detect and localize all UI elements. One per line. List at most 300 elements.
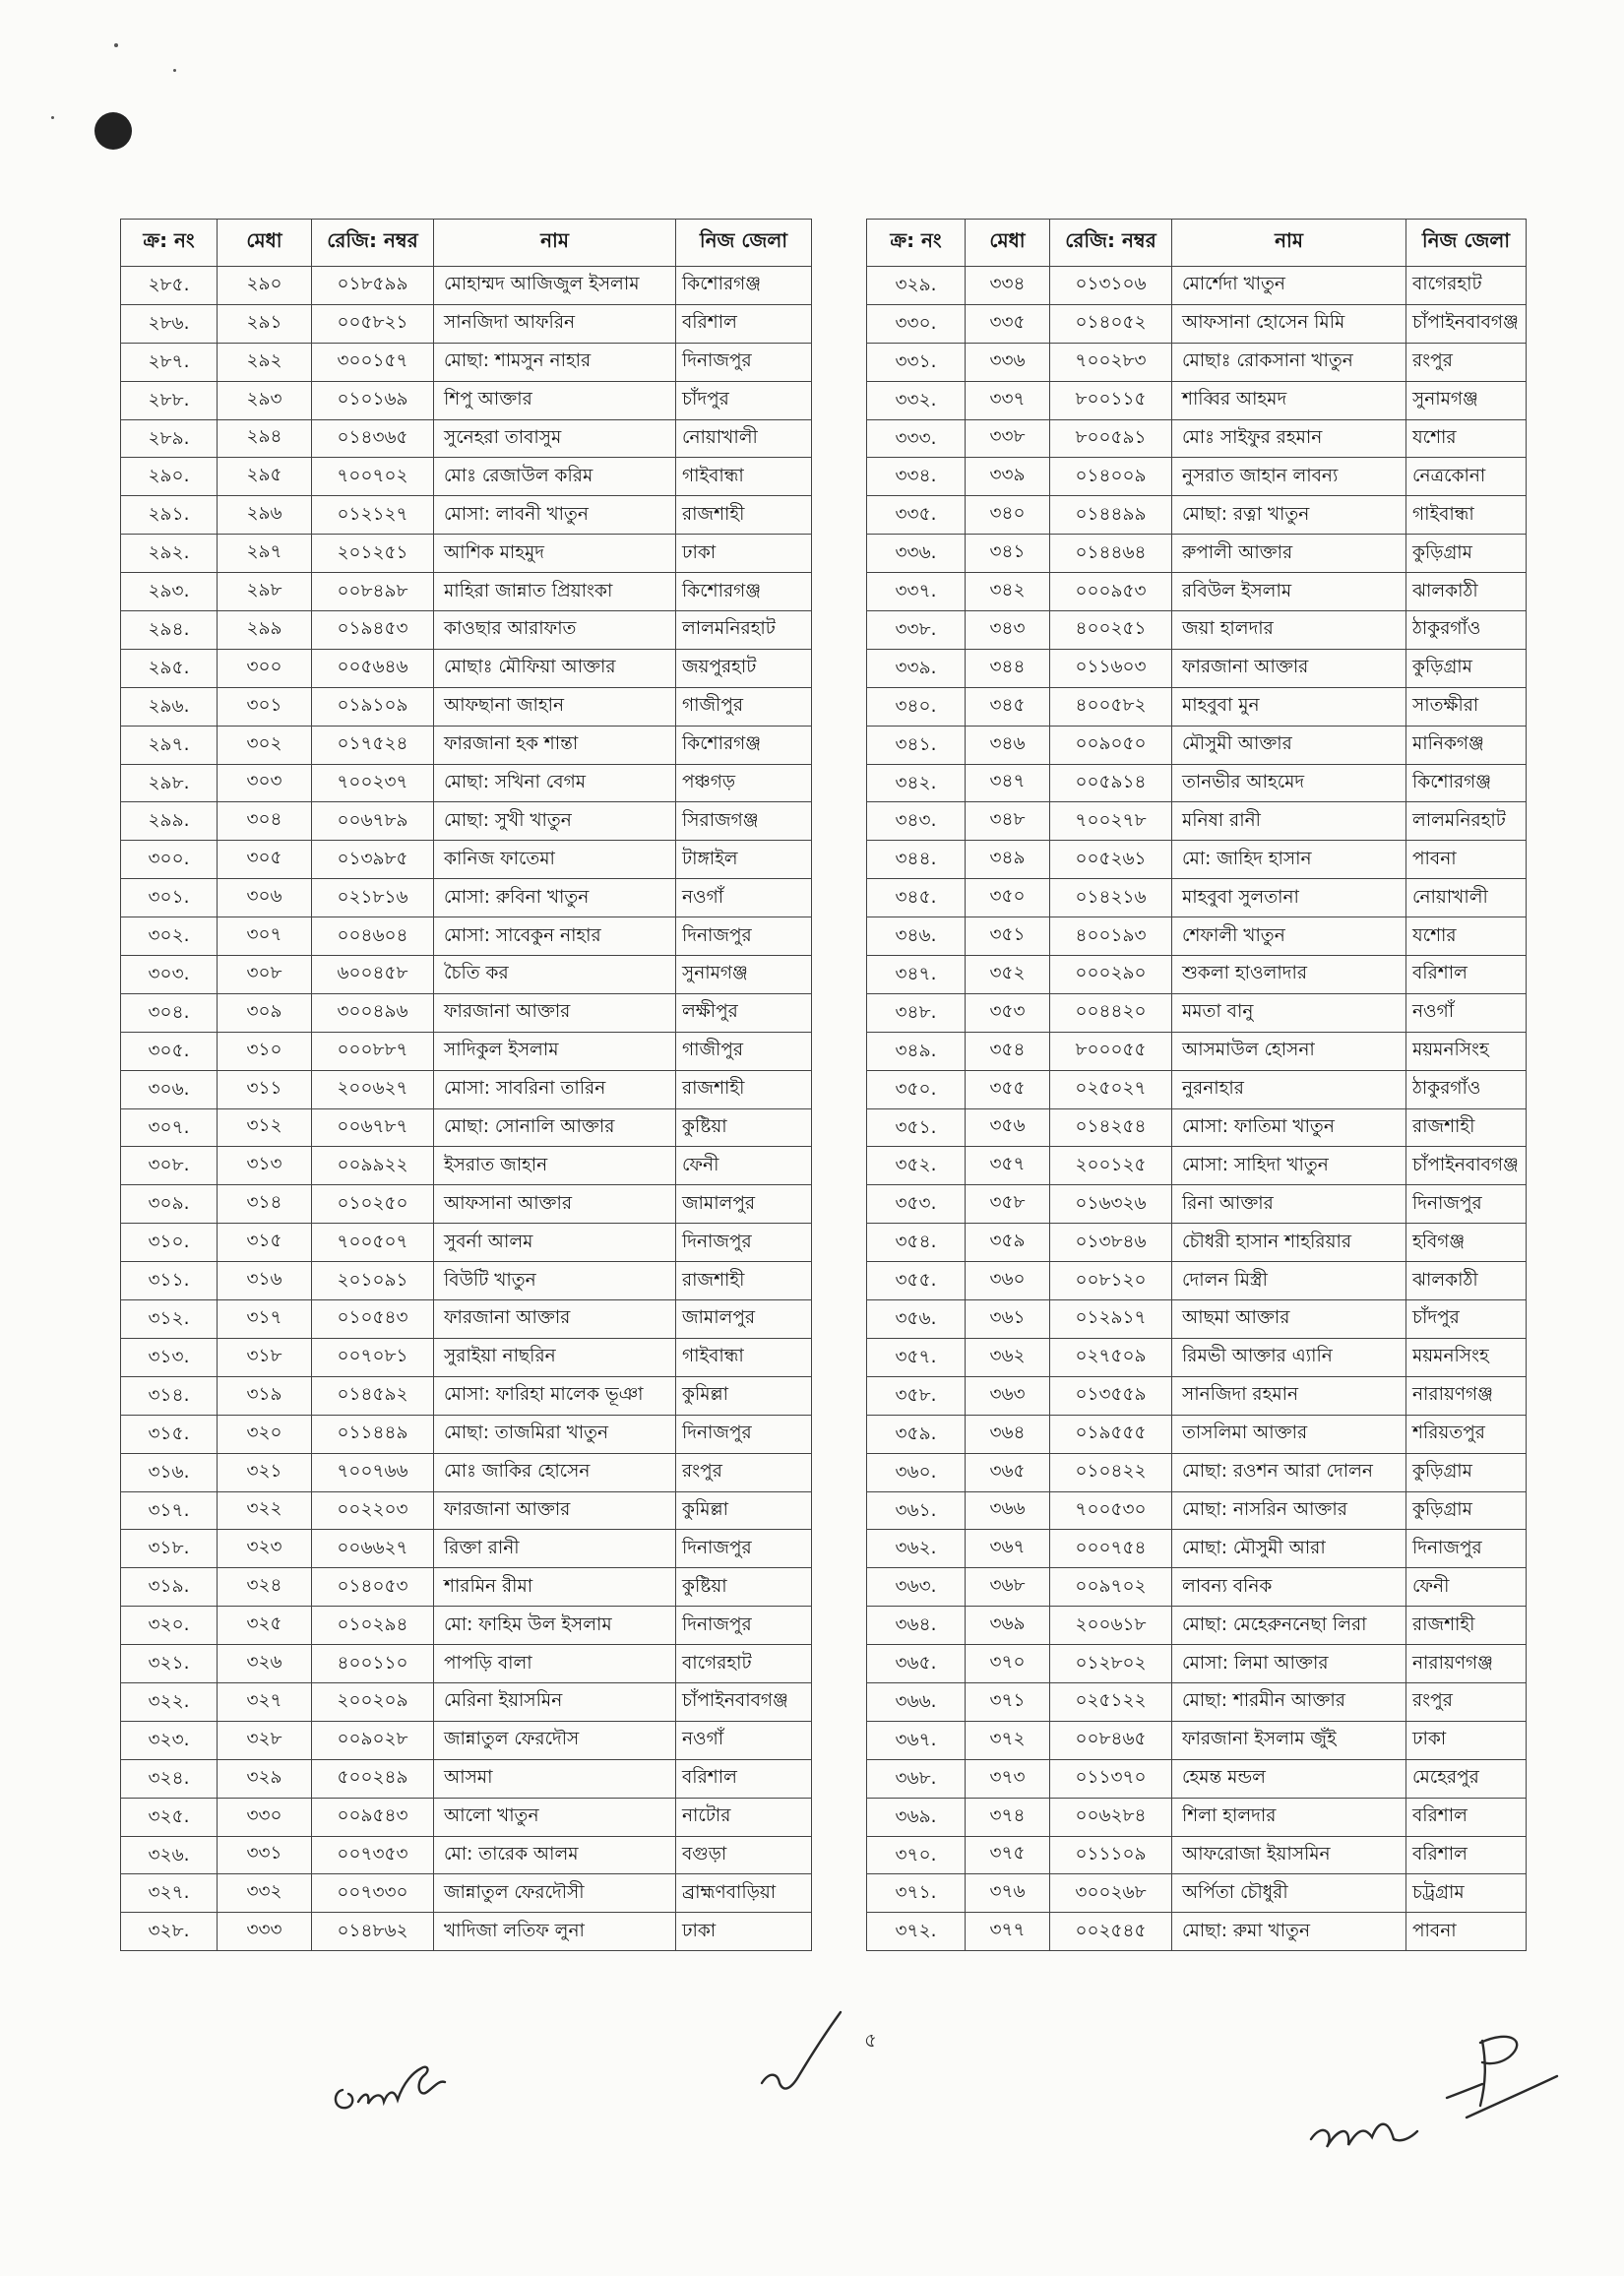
cell-district: লালমনিরহাট — [676, 611, 812, 650]
table-row — [867, 1338, 1527, 1376]
cell-serial: ৩৪৮. — [867, 993, 966, 1032]
cell-reg: ০০৬২৮৪ — [1050, 1798, 1172, 1836]
cell-merit: ৩০৩ — [218, 764, 312, 802]
cell-name: মোছাঃ মৌফিয়া আক্তার — [434, 649, 676, 687]
cell-serial: ৩১৭. — [121, 1491, 218, 1530]
cell-serial: ৩৪৭. — [867, 956, 966, 994]
cell-name: রুপালী আক্তার — [1172, 535, 1406, 573]
cell-district: রংপুর — [1406, 1682, 1527, 1721]
cell-name: আসমা — [434, 1759, 676, 1798]
cell-district: ব্রাহ্মণবাড়িয়া — [676, 1874, 812, 1913]
table-row — [867, 1491, 1527, 1530]
cell-merit: ৩১৯ — [218, 1376, 312, 1415]
cell-name: মোছা: তাজমিরা খাতুন — [434, 1415, 676, 1453]
table-row — [121, 917, 812, 956]
cell-serial: ৩৬৪. — [867, 1607, 966, 1645]
cell-serial: ৩০৩. — [121, 956, 218, 994]
cell-district: পাবনা — [1406, 841, 1527, 879]
cell-merit: ৩০১ — [218, 687, 312, 726]
cell-reg: ৬০০৪৫৮ — [312, 956, 434, 994]
scan-speck — [51, 116, 54, 119]
cell-name: মোছা: মেহেরুননেছা লিরা — [1172, 1607, 1406, 1645]
cell-name: মোছা: সুখী খাতুন — [434, 802, 676, 841]
table-row — [867, 802, 1527, 841]
cell-reg: ০১৯৫৫৫ — [1050, 1415, 1172, 1453]
cell-reg: ০১০২৯৪ — [312, 1607, 434, 1645]
cell-merit: ৩৫৫ — [966, 1070, 1050, 1108]
cell-district: ঠাকুরগাঁও — [1406, 611, 1527, 650]
table-row — [121, 419, 812, 458]
cell-district: ফেনী — [1406, 1568, 1527, 1607]
cell-reg: ০১০৫৪৩ — [312, 1300, 434, 1339]
cell-name: খাদিজা লতিফ লুনা — [434, 1913, 676, 1951]
cell-reg: ০১৩১০৬ — [1050, 267, 1172, 305]
cell-merit: ২৯৯ — [218, 611, 312, 650]
cell-name: আলো খাতুন — [434, 1798, 676, 1836]
cell-serial: ৩৬২. — [867, 1530, 966, 1568]
cell-reg: ০১৭৫২৪ — [312, 726, 434, 764]
cell-reg: ০১৮৫৯৯ — [312, 267, 434, 305]
signature-left — [325, 2043, 463, 2121]
cell-serial: ৩০৭. — [121, 1108, 218, 1147]
cell-name: চৌধরী হাসান শাহরিয়ার — [1172, 1224, 1406, 1262]
cell-serial: ২৮৮. — [121, 381, 218, 419]
cell-merit: ৩১১ — [218, 1070, 312, 1108]
cell-merit: ৩৩২ — [218, 1874, 312, 1913]
table-row — [867, 1185, 1527, 1224]
cell-reg: ০১২১২৭ — [312, 496, 434, 535]
cell-merit: ৩২৩ — [218, 1530, 312, 1568]
cell-district: নাটোর — [676, 1798, 812, 1836]
table-row — [121, 726, 812, 764]
cell-serial: ৩১৮. — [121, 1530, 218, 1568]
table-row — [867, 343, 1527, 381]
merit-list-table-right — [866, 219, 1527, 1951]
cell-name: ফারজানা আক্তার — [434, 1491, 676, 1530]
cell-merit: ৩৩৯ — [966, 458, 1050, 496]
cell-merit: ৩০৮ — [218, 956, 312, 994]
cell-serial: ৩৫৯. — [867, 1415, 966, 1453]
cell-reg: ২০০১২৫ — [1050, 1147, 1172, 1185]
cell-merit: ৩৭৫ — [966, 1836, 1050, 1874]
cell-district: জয়পুরহাট — [676, 649, 812, 687]
table-row — [867, 611, 1527, 650]
cell-reg: ০০৯০২৮ — [312, 1721, 434, 1759]
cell-district: ময়মনসিংহ — [1406, 1032, 1527, 1070]
cell-serial: ৩০১. — [121, 879, 218, 917]
cell-name: মোসা: সাবরিনা তারিন — [434, 1070, 676, 1108]
cell-merit: ৩২০ — [218, 1415, 312, 1453]
cell-serial: ৩৬৮. — [867, 1759, 966, 1798]
cell-name: মোছা: রওশন আরা দোলন — [1172, 1453, 1406, 1491]
cell-district: নওগাঁ — [676, 879, 812, 917]
cell-name: মোছা: শারমীন আক্তার — [1172, 1682, 1406, 1721]
cell-serial: ৩১৬. — [121, 1453, 218, 1491]
cell-merit: ৩৪০ — [966, 496, 1050, 535]
cell-reg: ০১৪৩৬৫ — [312, 419, 434, 458]
cell-reg: ০১২৮০২ — [1050, 1645, 1172, 1683]
table-row — [121, 1568, 812, 1607]
table-row — [867, 649, 1527, 687]
cell-name: মোছা: সখিনা বেগম — [434, 764, 676, 802]
cell-name: মোঃ রেজাউল করিম — [434, 458, 676, 496]
cell-serial: ৩২০. — [121, 1607, 218, 1645]
punch-hole-mark — [94, 112, 132, 150]
cell-reg: ০১৬৩২৬ — [1050, 1185, 1172, 1224]
cell-serial: ৩৩৮. — [867, 611, 966, 650]
cell-merit: ৩৫৪ — [966, 1032, 1050, 1070]
table-row — [867, 841, 1527, 879]
cell-serial: ৩৪৯. — [867, 1032, 966, 1070]
cell-district: বাগেরহাট — [676, 1645, 812, 1683]
cell-name: নুরনাহার — [1172, 1070, 1406, 1108]
cell-reg: ০১৪৮৬২ — [312, 1913, 434, 1951]
cell-serial: ৩৫১. — [867, 1108, 966, 1147]
cell-district: গাজীপুর — [676, 1032, 812, 1070]
table-row — [867, 1530, 1527, 1568]
cell-name: আছমা আক্তার — [1172, 1300, 1406, 1339]
cell-reg: ০০৮৪৬৫ — [1050, 1721, 1172, 1759]
cell-serial: ৩৫৪. — [867, 1224, 966, 1262]
cell-district: যশোর — [1406, 419, 1527, 458]
header-name: নাম — [434, 220, 676, 267]
table-row — [867, 764, 1527, 802]
cell-reg: ০২১৮১৬ — [312, 879, 434, 917]
cell-merit: ৩৪৫ — [966, 687, 1050, 726]
cell-serial: ৩১৪. — [121, 1376, 218, 1415]
cell-serial: ৩৩৬. — [867, 535, 966, 573]
cell-serial: ৩৩৫. — [867, 496, 966, 535]
cell-district: কুড়িগ্রাম — [1406, 535, 1527, 573]
cell-serial: ৩৬০. — [867, 1453, 966, 1491]
cell-serial: ৩৭০. — [867, 1836, 966, 1874]
cell-serial: ৩৫৭. — [867, 1338, 966, 1376]
cell-district: কিশোরগঞ্জ — [676, 573, 812, 611]
cell-merit: ২৯৮ — [218, 573, 312, 611]
cell-district: দিনাজপুর — [676, 343, 812, 381]
table-row — [121, 343, 812, 381]
cell-serial: ৩২৯. — [867, 267, 966, 305]
cell-reg: ০০৬৬২৭ — [312, 1530, 434, 1568]
table-row — [867, 1836, 1527, 1874]
table-row — [121, 458, 812, 496]
cell-name: ফারজানা আক্তার — [1172, 649, 1406, 687]
cell-district: সিরাজগঞ্জ — [676, 802, 812, 841]
table-row — [867, 1415, 1527, 1453]
cell-name: জান্নাতুল ফেরদৌসী — [434, 1874, 676, 1913]
cell-name: মাহবুবা মুন — [1172, 687, 1406, 726]
cell-reg: ০১৪৫৯২ — [312, 1376, 434, 1415]
cell-district: বাগেরহাট — [1406, 267, 1527, 305]
cell-merit: ৩০৬ — [218, 879, 312, 917]
cell-reg: ০১৪২৫৪ — [1050, 1108, 1172, 1147]
cell-district: ঠাকুরগাঁও — [1406, 1070, 1527, 1108]
cell-merit: ৩৫৩ — [966, 993, 1050, 1032]
cell-name: লাবন্য বনিক — [1172, 1568, 1406, 1607]
cell-reg: ০০৮১২০ — [1050, 1262, 1172, 1300]
cell-name: রিমভী আক্তার এ্যানি — [1172, 1338, 1406, 1376]
cell-district: বরিশাল — [676, 304, 812, 343]
table-row — [867, 1147, 1527, 1185]
cell-reg: ০০৭৩৩০ — [312, 1874, 434, 1913]
cell-reg: ০১২৯১৭ — [1050, 1300, 1172, 1339]
cell-district: শরিয়তপুর — [1406, 1415, 1527, 1453]
cell-district: নওগাঁ — [1406, 993, 1527, 1032]
table-header-row — [867, 220, 1527, 267]
cell-reg: ০১৯১০৯ — [312, 687, 434, 726]
header-serial: ক্র: নং — [121, 220, 218, 267]
cell-reg: ০১৪০৫২ — [1050, 304, 1172, 343]
table-row — [121, 496, 812, 535]
cell-name: সানজিদা আফরিন — [434, 304, 676, 343]
cell-merit: ৩৭৬ — [966, 1874, 1050, 1913]
cell-merit: ৩৭৩ — [966, 1759, 1050, 1798]
cell-district: ঝালকাঠী — [1406, 573, 1527, 611]
cell-serial: ৩৫৩. — [867, 1185, 966, 1224]
cell-reg: ৪০০২৫১ — [1050, 611, 1172, 650]
cell-merit: ৩০০ — [218, 649, 312, 687]
cell-district: যশোর — [1406, 917, 1527, 956]
cell-district: ময়মনসিংহ — [1406, 1338, 1527, 1376]
cell-merit: ৩২৮ — [218, 1721, 312, 1759]
cell-serial: ৩২৬. — [121, 1836, 218, 1874]
cell-reg: ৮০০০৫৫ — [1050, 1032, 1172, 1070]
cell-district: নওগাঁ — [676, 1721, 812, 1759]
cell-reg: ০০০২৯০ — [1050, 956, 1172, 994]
cell-serial: ৩৬৬. — [867, 1682, 966, 1721]
cell-district: কিশোরগঞ্জ — [676, 726, 812, 764]
table-row — [867, 381, 1527, 419]
cell-serial: ৩৪৩. — [867, 802, 966, 841]
table-row — [867, 1721, 1527, 1759]
cell-reg: ০১৩৫৫৯ — [1050, 1376, 1172, 1415]
cell-merit: ৩১৪ — [218, 1185, 312, 1224]
cell-reg: ০০৪৪২০ — [1050, 993, 1172, 1032]
cell-merit: ৩৬৪ — [966, 1415, 1050, 1453]
cell-name: মোছা: শামসুন নাহার — [434, 343, 676, 381]
table-row — [121, 687, 812, 726]
cell-district: গাইবান্ধা — [1406, 496, 1527, 535]
table-row — [867, 917, 1527, 956]
cell-reg: ৪০০৫৮২ — [1050, 687, 1172, 726]
cell-serial: ৩১৩. — [121, 1338, 218, 1376]
cell-district: বরিশাল — [1406, 956, 1527, 994]
cell-name: ফারজানা হক শান্তা — [434, 726, 676, 764]
cell-district: মানিকগঞ্জ — [1406, 726, 1527, 764]
cell-name: রিনা আক্তার — [1172, 1185, 1406, 1224]
cell-merit: ৩৪৪ — [966, 649, 1050, 687]
cell-reg: ২০০২০৯ — [312, 1682, 434, 1721]
cell-reg: ৭০০২৩৭ — [312, 764, 434, 802]
cell-merit: ২৯৬ — [218, 496, 312, 535]
cell-reg: ০১৪০৫৩ — [312, 1568, 434, 1607]
cell-name: মোছা: রত্না খাতুন — [1172, 496, 1406, 535]
cell-name: সাদিকুল ইসলাম — [434, 1032, 676, 1070]
cell-serial: ২৮৬. — [121, 304, 218, 343]
cell-district: রাজশাহী — [676, 496, 812, 535]
cell-merit: ৩৭০ — [966, 1645, 1050, 1683]
cell-serial: ৩৩৯. — [867, 649, 966, 687]
cell-name: মনিষা রানী — [1172, 802, 1406, 841]
table-row — [867, 1568, 1527, 1607]
cell-merit: ৩৫৭ — [966, 1147, 1050, 1185]
table-row — [121, 956, 812, 994]
cell-serial: ২৯৪. — [121, 611, 218, 650]
cell-serial: ৩৩২. — [867, 381, 966, 419]
cell-name: মোঃ জাকির হোসেন — [434, 1453, 676, 1491]
cell-name: সুবর্না আলম — [434, 1224, 676, 1262]
table-row — [867, 1376, 1527, 1415]
cell-serial: ৩৫৮. — [867, 1376, 966, 1415]
cell-reg: ০১৪৪৯৯ — [1050, 496, 1172, 535]
table-row — [121, 841, 812, 879]
cell-reg: ৭০০২৭৮ — [1050, 802, 1172, 841]
cell-name: আশিক মাহমুদ — [434, 535, 676, 573]
cell-serial: ২৯৯. — [121, 802, 218, 841]
cell-merit: ৩২১ — [218, 1453, 312, 1491]
cell-reg: ০০৯৫৪৩ — [312, 1798, 434, 1836]
cell-name: শেফালী খাতুন — [1172, 917, 1406, 956]
cell-name: মো: ফাহিম উল ইসলাম — [434, 1607, 676, 1645]
cell-reg: ২০১০৯১ — [312, 1262, 434, 1300]
cell-name: শিলা হালদার — [1172, 1798, 1406, 1836]
cell-district: দিনাজপুর — [1406, 1185, 1527, 1224]
cell-name: চৈতি কর — [434, 956, 676, 994]
header-merit: মেধা — [218, 220, 312, 267]
signature-middle — [756, 1998, 864, 2107]
cell-reg: ০১০২৫০ — [312, 1185, 434, 1224]
cell-serial: ৩৬৭. — [867, 1721, 966, 1759]
cell-name: মোছা: নাসরিন আক্তার — [1172, 1491, 1406, 1530]
cell-reg: ০০০৯৫৩ — [1050, 573, 1172, 611]
cell-name: তানভীর আহমেদ — [1172, 764, 1406, 802]
cell-district: বরিশাল — [676, 1759, 812, 1798]
cell-merit: ২৯৩ — [218, 381, 312, 419]
cell-reg: ০০৫৮২১ — [312, 304, 434, 343]
cell-district: কুড়িগ্রাম — [1406, 1453, 1527, 1491]
cell-district: বরিশাল — [1406, 1836, 1527, 1874]
table-row — [867, 1453, 1527, 1491]
cell-merit: ৩৭১ — [966, 1682, 1050, 1721]
header-name: নাম — [1172, 220, 1406, 267]
table-row — [121, 1530, 812, 1568]
table-row — [121, 993, 812, 1032]
cell-merit: ৩৩৩ — [218, 1913, 312, 1951]
cell-name: মোসা: লাবনী খাতুন — [434, 496, 676, 535]
header-merit: মেধা — [966, 220, 1050, 267]
cell-merit: ৩৫০ — [966, 879, 1050, 917]
cell-merit: ৩৫৬ — [966, 1108, 1050, 1147]
cell-name: ফারজানা ইসলাম জুঁই — [1172, 1721, 1406, 1759]
cell-district: ঢাকা — [676, 1913, 812, 1951]
cell-name: কাওছার আরাফাত — [434, 611, 676, 650]
cell-serial: ৩২৫. — [121, 1798, 218, 1836]
cell-merit: ৩৩৫ — [966, 304, 1050, 343]
cell-district: জামালপুর — [676, 1300, 812, 1339]
cell-serial: ৩৫২. — [867, 1147, 966, 1185]
table-row — [121, 1185, 812, 1224]
cell-reg: ০০৯৭০২ — [1050, 1568, 1172, 1607]
table-row — [121, 611, 812, 650]
cell-merit: ৩৪২ — [966, 573, 1050, 611]
table-row — [121, 764, 812, 802]
cell-district: সুনামগঞ্জ — [1406, 381, 1527, 419]
cell-district: দিনাজপুর — [1406, 1530, 1527, 1568]
table-row — [867, 687, 1527, 726]
cell-merit: ৩০৪ — [218, 802, 312, 841]
cell-reg: ০০০৮৮৭ — [312, 1032, 434, 1070]
cell-reg: ০১০১৬৯ — [312, 381, 434, 419]
cell-merit: ৩২৫ — [218, 1607, 312, 1645]
cell-reg: ০২৫১২২ — [1050, 1682, 1172, 1721]
cell-name: মোছা: সোনালি আক্তার — [434, 1108, 676, 1147]
cell-name: বিউটি খাতুন — [434, 1262, 676, 1300]
cell-serial: ২৮৫. — [121, 267, 218, 305]
cell-serial: ২৯১. — [121, 496, 218, 535]
cell-serial: ৩৭২. — [867, 1913, 966, 1951]
cell-merit: ৩২৭ — [218, 1682, 312, 1721]
cell-reg: ০০৯০৫০ — [1050, 726, 1172, 764]
cell-merit: ৩৭২ — [966, 1721, 1050, 1759]
cell-reg: ২০১২৫১ — [312, 535, 434, 573]
cell-district: কুড়িগ্রাম — [1406, 649, 1527, 687]
cell-reg: ৫০০২৪৯ — [312, 1759, 434, 1798]
cell-merit: ৩৫১ — [966, 917, 1050, 956]
cell-name: মাহিরা জান্নাত প্রিয়াংকা — [434, 573, 676, 611]
cell-reg: ০২৫০২৭ — [1050, 1070, 1172, 1108]
cell-reg: ০০৫৬৪৬ — [312, 649, 434, 687]
scan-speck — [114, 43, 118, 47]
cell-name: মোসা: ফাতিমা খাতুন — [1172, 1108, 1406, 1147]
cell-name: কানিজ ফাতেমা — [434, 841, 676, 879]
cell-merit: ৩০৯ — [218, 993, 312, 1032]
cell-merit: ৩৪৭ — [966, 764, 1050, 802]
cell-district: নারায়ণগঞ্জ — [1406, 1645, 1527, 1683]
table-row — [121, 573, 812, 611]
cell-serial: ৩০৬. — [121, 1070, 218, 1108]
table-row — [867, 1759, 1527, 1798]
cell-reg: ৩০০৪৯৬ — [312, 993, 434, 1032]
cell-name: ফারজানা আক্তার — [434, 1300, 676, 1339]
cell-merit: ৩৩৮ — [966, 419, 1050, 458]
cell-name: মোঃ সাইফুর রহমান — [1172, 419, 1406, 458]
table-row — [121, 802, 812, 841]
cell-merit: ৩৪৩ — [966, 611, 1050, 650]
cell-reg: ০১১১০৯ — [1050, 1836, 1172, 1874]
cell-district: ঢাকা — [1406, 1721, 1527, 1759]
cell-name: অর্পিতা চৌধুরী — [1172, 1874, 1406, 1913]
table-row — [867, 1262, 1527, 1300]
cell-reg: ৮০০১১৫ — [1050, 381, 1172, 419]
cell-name: মোসা: ফারিহা মালেক ভূঞা — [434, 1376, 676, 1415]
cell-name: জান্নাতুল ফেরদৌস — [434, 1721, 676, 1759]
cell-merit: ৩০৫ — [218, 841, 312, 879]
cell-name: আফছানা জাহান — [434, 687, 676, 726]
cell-serial: ৩২৮. — [121, 1913, 218, 1951]
cell-district: সাতক্ষীরা — [1406, 687, 1527, 726]
table-row — [867, 1224, 1527, 1262]
table-row — [121, 1913, 812, 1951]
table-row — [121, 1224, 812, 1262]
cell-merit: ৩৬৬ — [966, 1491, 1050, 1530]
cell-district: নোয়াখালী — [676, 419, 812, 458]
cell-district: কুড়িগ্রাম — [1406, 1491, 1527, 1530]
cell-district: রাজশাহী — [676, 1070, 812, 1108]
cell-district: সুনামগঞ্জ — [676, 956, 812, 994]
cell-reg: ০০৭৩৫৩ — [312, 1836, 434, 1874]
cell-serial: ৩৭১. — [867, 1874, 966, 1913]
cell-serial: ৩৬৯. — [867, 1798, 966, 1836]
